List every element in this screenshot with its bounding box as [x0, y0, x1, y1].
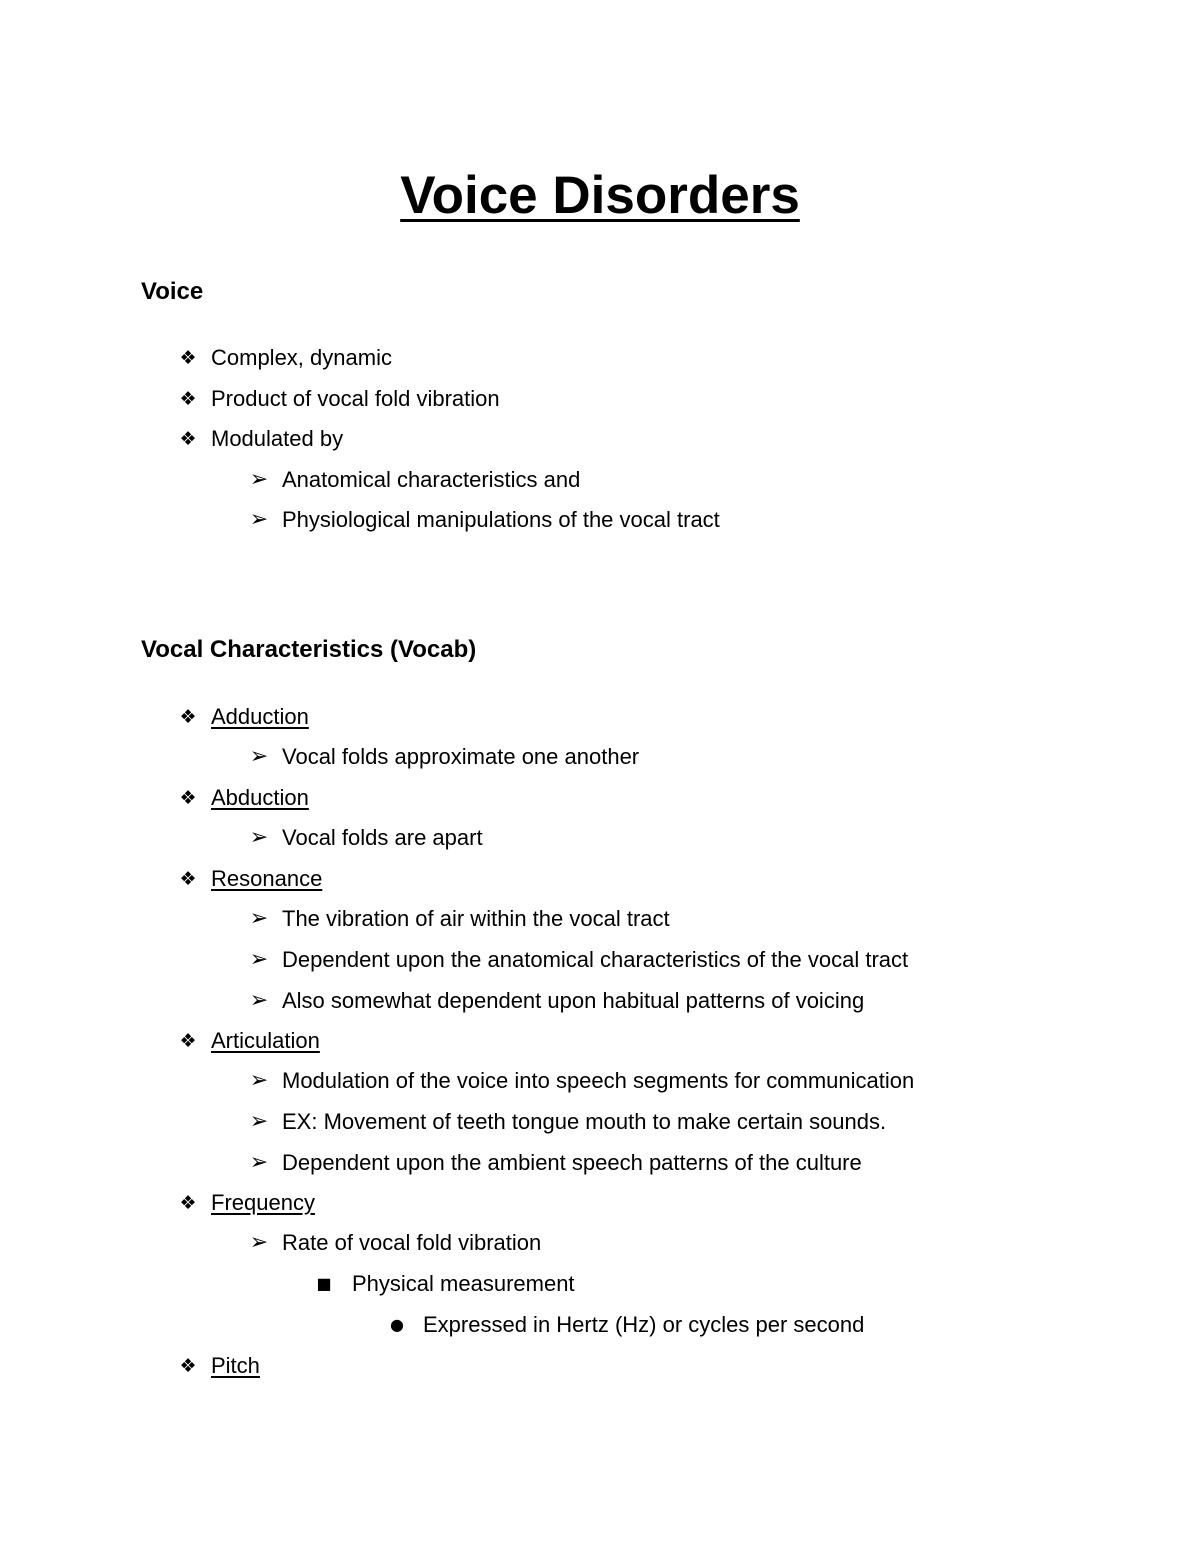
sub-list-item-text: Vocal folds are apart — [282, 825, 483, 850]
diamond-bullet-icon: ❖ — [179, 347, 197, 369]
document-title: Voice Disorders — [400, 166, 800, 225]
diamond-bullet-icon: ❖ — [179, 706, 197, 728]
arrow-bullet-icon: ➢ — [249, 1150, 269, 1175]
diamond-bullet-icon: ❖ — [179, 388, 197, 410]
diamond-bullet-icon: ❖ — [179, 428, 197, 450]
diamond-bullet-icon: ❖ — [179, 1355, 197, 1377]
list-item-text: Product of vocal fold vibration — [211, 386, 500, 411]
list-item-text: Complex, dynamic — [211, 345, 392, 370]
sub-sub-list-item-text: Physical measurement — [352, 1271, 575, 1296]
sub-sub-sub-list-item-text: Expressed in Hertz (Hz) or cycles per second — [423, 1312, 865, 1337]
arrow-bullet-icon: ➢ — [249, 507, 269, 532]
diamond-bullet-icon: ❖ — [179, 1030, 197, 1052]
arrow-bullet-icon: ➢ — [249, 1068, 269, 1093]
vocab-term-label: Adduction — [211, 704, 309, 729]
dot-bullet-icon: ● — [390, 1315, 404, 1334]
sub-list-item-text: EX: Movement of teeth tongue mouth to make certain sounds. — [282, 1109, 887, 1134]
section-heading-voice: Voice — [141, 278, 204, 305]
sub-list-item-text: Dependent upon the anatomical characteristics of the vocal tract — [282, 947, 909, 972]
sub-list-item-text: Vocal folds approximate one another — [282, 744, 640, 769]
arrow-bullet-icon: ➢ — [249, 906, 269, 931]
sub-list-item-text: The vibration of air within the vocal tract — [282, 906, 670, 931]
sub-list-item-text: Anatomical characteristics and — [282, 467, 581, 492]
diamond-bullet-icon: ❖ — [179, 787, 197, 809]
arrow-bullet-icon: ➢ — [249, 988, 269, 1013]
sub-list-item-text: Dependent upon the ambient speech patterns of the culture — [282, 1150, 862, 1175]
diamond-bullet-icon: ❖ — [179, 1192, 197, 1214]
arrow-bullet-icon: ➢ — [249, 467, 269, 492]
arrow-bullet-icon: ➢ — [249, 1109, 269, 1134]
sub-list-item-text: Also somewhat dependent upon habitual patterns of voicing — [282, 988, 865, 1013]
arrow-bullet-icon: ➢ — [249, 744, 269, 769]
sub-list-item-text: Physiological manipulations of the vocal tract — [282, 507, 720, 532]
arrow-bullet-icon: ➢ — [249, 1230, 269, 1255]
vocab-term-label: Resonance — [211, 866, 323, 891]
arrow-bullet-icon: ➢ — [249, 947, 269, 972]
sub-list-item-text: Rate of vocal fold vibration — [282, 1230, 542, 1255]
vocab-term-label: Abduction — [211, 785, 309, 810]
square-bullet-icon: ■ — [316, 1274, 332, 1293]
sub-list-item-text: Modulation of the voice into speech segments for communication — [282, 1068, 915, 1093]
list-item-text: Modulated by — [211, 426, 344, 451]
vocab-term-label: Pitch — [211, 1353, 260, 1378]
vocab-term-label: Articulation — [211, 1028, 320, 1053]
vocab-term-label: Frequency — [211, 1190, 315, 1215]
section-heading-vocab: Vocal Characteristics (Vocab) — [141, 636, 477, 663]
arrow-bullet-icon: ➢ — [249, 825, 269, 850]
diamond-bullet-icon: ❖ — [179, 868, 197, 890]
